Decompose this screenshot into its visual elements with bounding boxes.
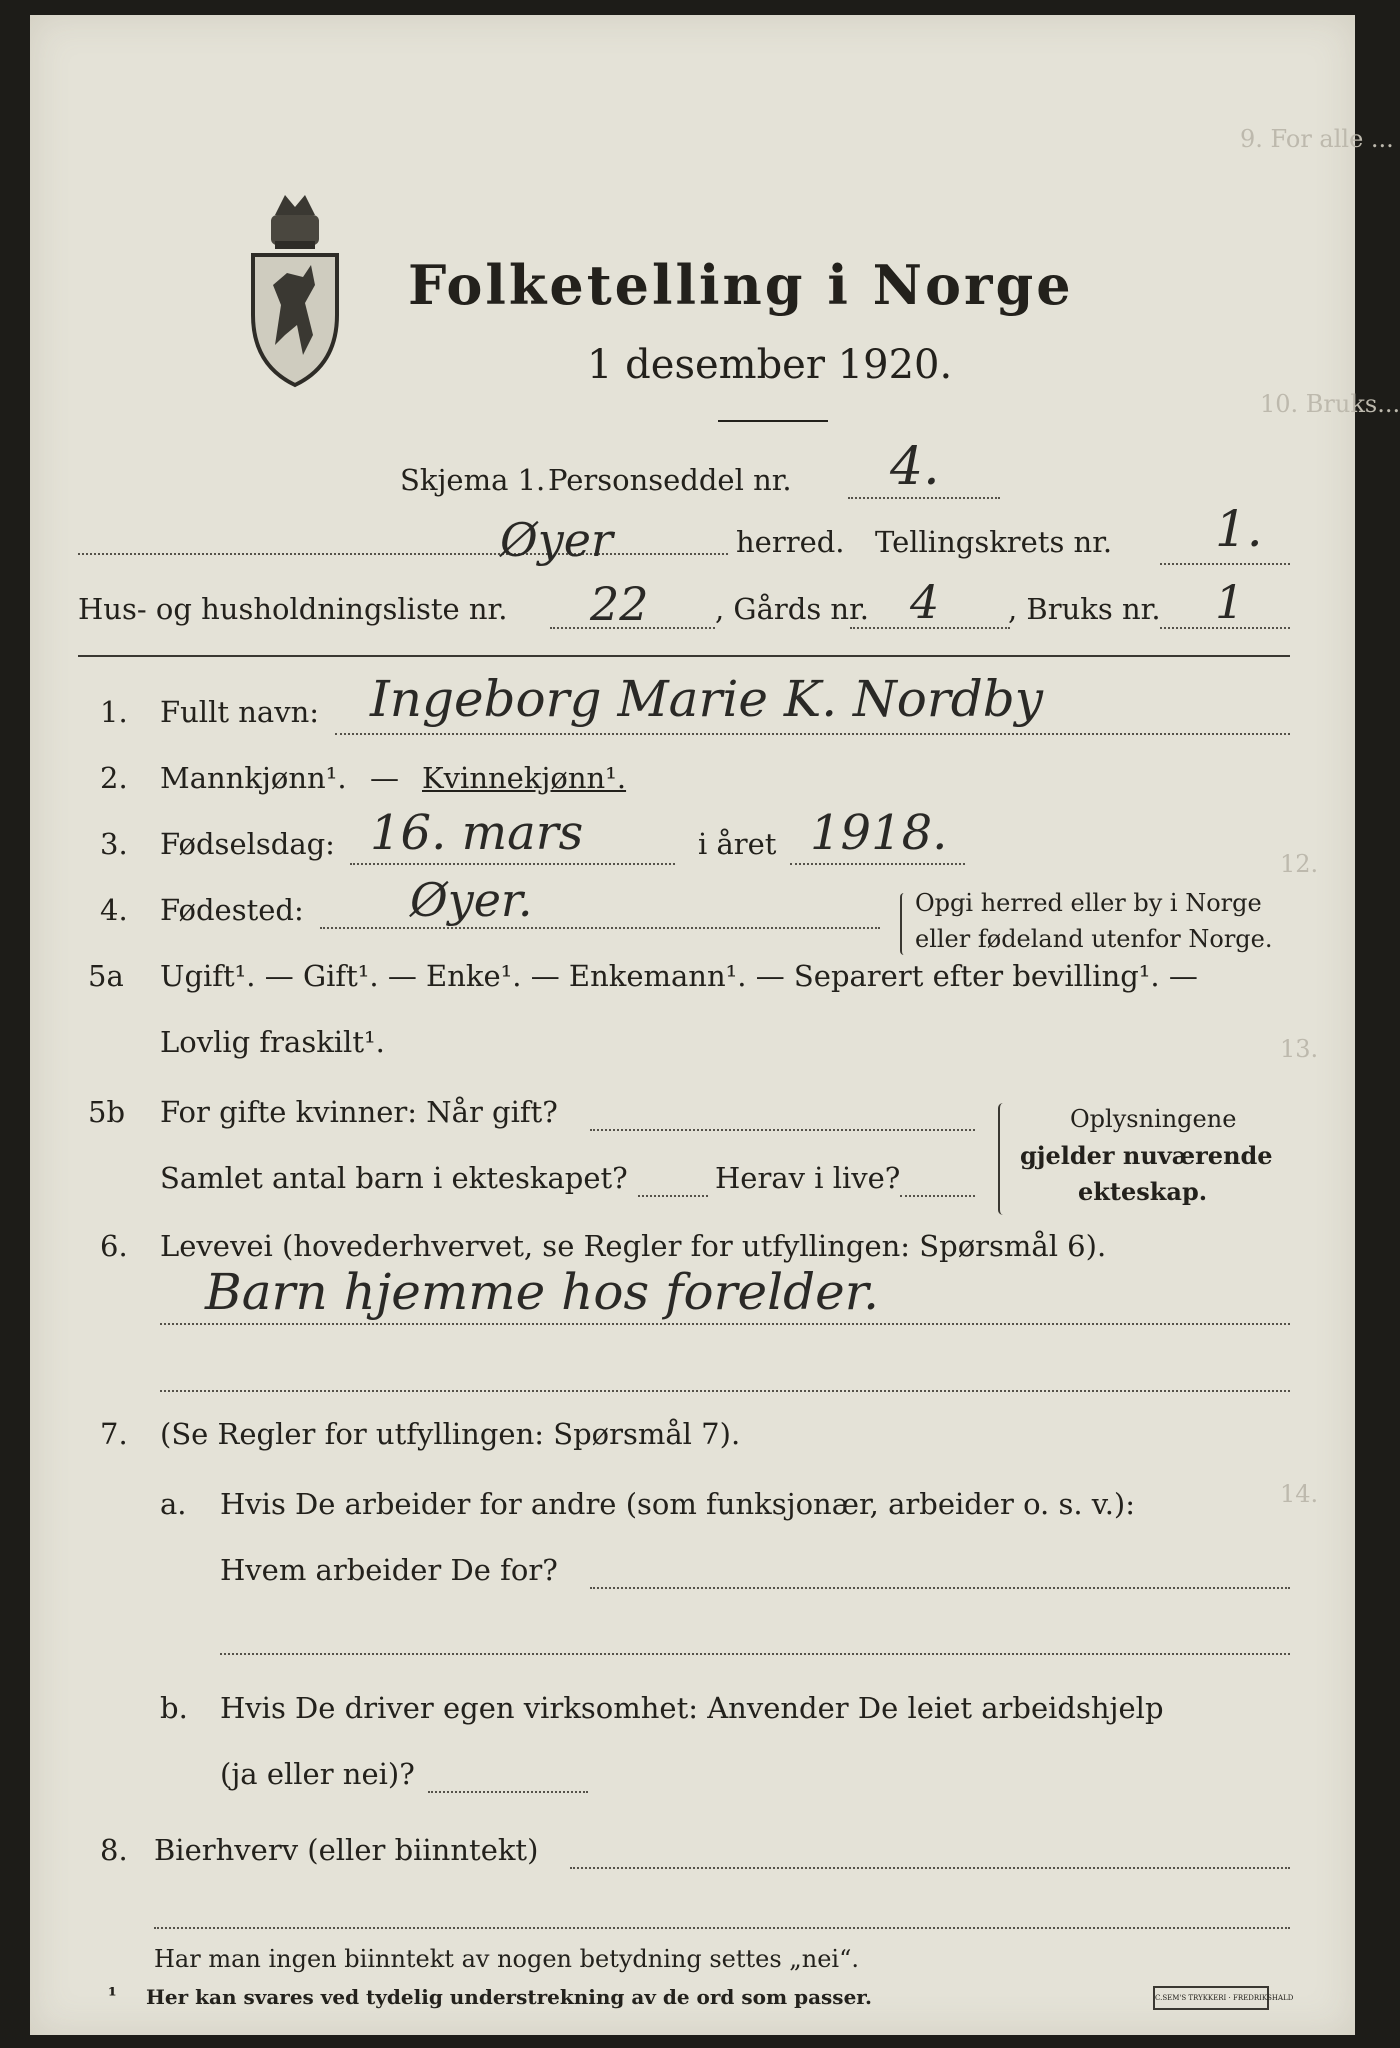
male-option: Mannkjønn¹.	[160, 761, 347, 795]
bleed-through-text: 14.	[1280, 1480, 1319, 1508]
married-when-field-line	[590, 1129, 975, 1131]
q3-label: Fødselsdag:	[160, 827, 335, 861]
married-when-label: For gifte kvinner: Når gift?	[160, 1095, 558, 1129]
birthplace-field-line	[320, 927, 880, 929]
q5b-note-line3: ekteskap.	[1078, 1177, 1208, 1206]
printer-stamp: C.SEM'S TRYKKERI · FREDRIKSHALD	[1153, 1986, 1269, 2010]
children-total-label: Samlet antal barn i ekteskapet?	[160, 1161, 628, 1195]
husliste-label: Hus- og husholdningsliste nr.	[78, 592, 508, 626]
herred-label: herred.	[736, 525, 845, 559]
q5b-note-brace	[998, 1103, 1008, 1215]
gards-label: , Gårds nr.	[715, 592, 869, 626]
footnote-text: Her kan svares ved tydelig understrekning av de ord som passer.	[146, 1985, 872, 2009]
occupation-field-line-1	[160, 1323, 1290, 1325]
footnote-mark: ¹	[108, 1983, 117, 2007]
q2-dash: —	[370, 761, 399, 795]
year-field-line	[790, 863, 965, 865]
side-income-field-line-1	[570, 1867, 1290, 1869]
female-option-underlined: Kvinnekjønn¹.	[422, 761, 627, 795]
skjema-label: Skjema 1.	[400, 463, 546, 497]
occupation-value: Barn hjemme hos forelder.	[205, 1263, 879, 1321]
q4-note-line2: eller fødeland utenfor Norge.	[915, 925, 1273, 953]
q7b-number: b.	[160, 1691, 188, 1725]
q7b-line1: Hvis De driver egen virksomhet: Anvender De leiet arbeidshjelp	[220, 1691, 1164, 1725]
birthday-value: 16. mars	[370, 805, 584, 861]
bleed-through-text: 9. For alle ...	[1240, 125, 1394, 153]
q4-note-line1: Opgi herred eller by i Norge	[915, 889, 1262, 917]
q8-number: 8.	[100, 1833, 128, 1867]
q4-label: Fødested:	[160, 893, 304, 927]
q6-number: 6.	[100, 1229, 128, 1263]
tellingskrets-value: 1.	[1215, 500, 1263, 558]
children-total-field-line	[638, 1195, 708, 1197]
norwegian-coat-of-arms-icon	[245, 185, 345, 395]
herred-value: Øyer	[500, 513, 613, 567]
q7-label: (Se Regler for utfyllingen: Spørsmål 7).	[160, 1417, 741, 1451]
header-divider	[78, 655, 1290, 657]
title-divider	[718, 420, 828, 422]
birth-year-value: 1918.	[810, 805, 948, 861]
side-income-instruction: Har man ingen biinntekt av nogen betydning settes „nei“.	[154, 1945, 859, 1973]
q7-number: 7.	[100, 1417, 128, 1451]
hired-help-field-line	[428, 1791, 588, 1793]
bleed-through-text: 12.	[1280, 850, 1319, 878]
occupation-field-line-2	[160, 1390, 1290, 1392]
form-title: Folketelling i Norge	[408, 253, 1074, 317]
children-alive-field-line	[900, 1195, 975, 1197]
birthplace-value: Øyer.	[410, 873, 533, 927]
birthday-field-line	[350, 863, 675, 865]
hired-help-label: (ja eller nei)?	[220, 1757, 415, 1791]
q1-field-line	[335, 733, 1290, 735]
herred-field-line	[78, 553, 728, 555]
full-name-value: Ingeborg Marie K. Nordby	[370, 670, 1043, 728]
q4-number: 4.	[100, 893, 128, 927]
census-form-sheet	[30, 15, 1400, 2035]
bruks-label: , Bruks nr.	[1008, 592, 1161, 626]
bruks-value: 1	[1215, 575, 1245, 629]
employer-label: Hvem arbeider De for?	[220, 1553, 558, 1587]
q2-number: 2.	[100, 761, 128, 795]
q5a-number: 5a	[88, 959, 124, 993]
census-date: 1 desember 1920.	[587, 342, 953, 388]
q7a-number: a.	[160, 1487, 187, 1521]
personseddel-label: Personseddel nr.	[548, 463, 792, 497]
bleed-through-text: 13.	[1280, 1035, 1319, 1063]
personseddel-value: 4.	[890, 437, 940, 497]
q6-label: Levevei (hovederhvervet, se Regler for utfyllingen: Spørsmål 6).	[160, 1229, 1107, 1263]
bleed-through-text: 10. Bruks...	[1260, 390, 1400, 418]
q7a-line1: Hvis De arbeider for andre (som funksjonær, arbeider o. s. v.):	[220, 1487, 1136, 1521]
q4-note-brace	[900, 893, 908, 955]
q5b-number: 5b	[88, 1095, 126, 1129]
gards-value: 4	[910, 575, 940, 629]
q3-number: 3.	[100, 827, 128, 861]
tellingskrets-field-line	[1160, 563, 1290, 565]
side-income-label: Bierhverv (eller biinntekt)	[154, 1833, 539, 1867]
tellingskrets-label: Tellingskrets nr.	[875, 525, 1113, 559]
employer-field-line-2	[220, 1653, 1290, 1655]
employer-field-line-1	[590, 1587, 1290, 1589]
marital-status-divorced: Lovlig fraskilt¹.	[160, 1025, 385, 1059]
q1-number: 1.	[100, 695, 128, 729]
q5b-note-line2: gjelder nuværende	[1020, 1141, 1273, 1170]
children-alive-label: Herav i live?	[715, 1161, 901, 1195]
side-income-field-line-2	[154, 1927, 1290, 1929]
marital-status-options: Ugift¹. — Gift¹. — Enke¹. — Enkemann¹. — Separert efter bevilling¹. —	[160, 959, 1198, 993]
q1-label: Fullt navn:	[160, 695, 320, 729]
husliste-value: 22	[590, 577, 649, 631]
q5b-note-line1: Oplysningene	[1070, 1105, 1237, 1133]
year-label: i året	[698, 827, 777, 861]
personseddel-field-line	[848, 497, 1000, 499]
